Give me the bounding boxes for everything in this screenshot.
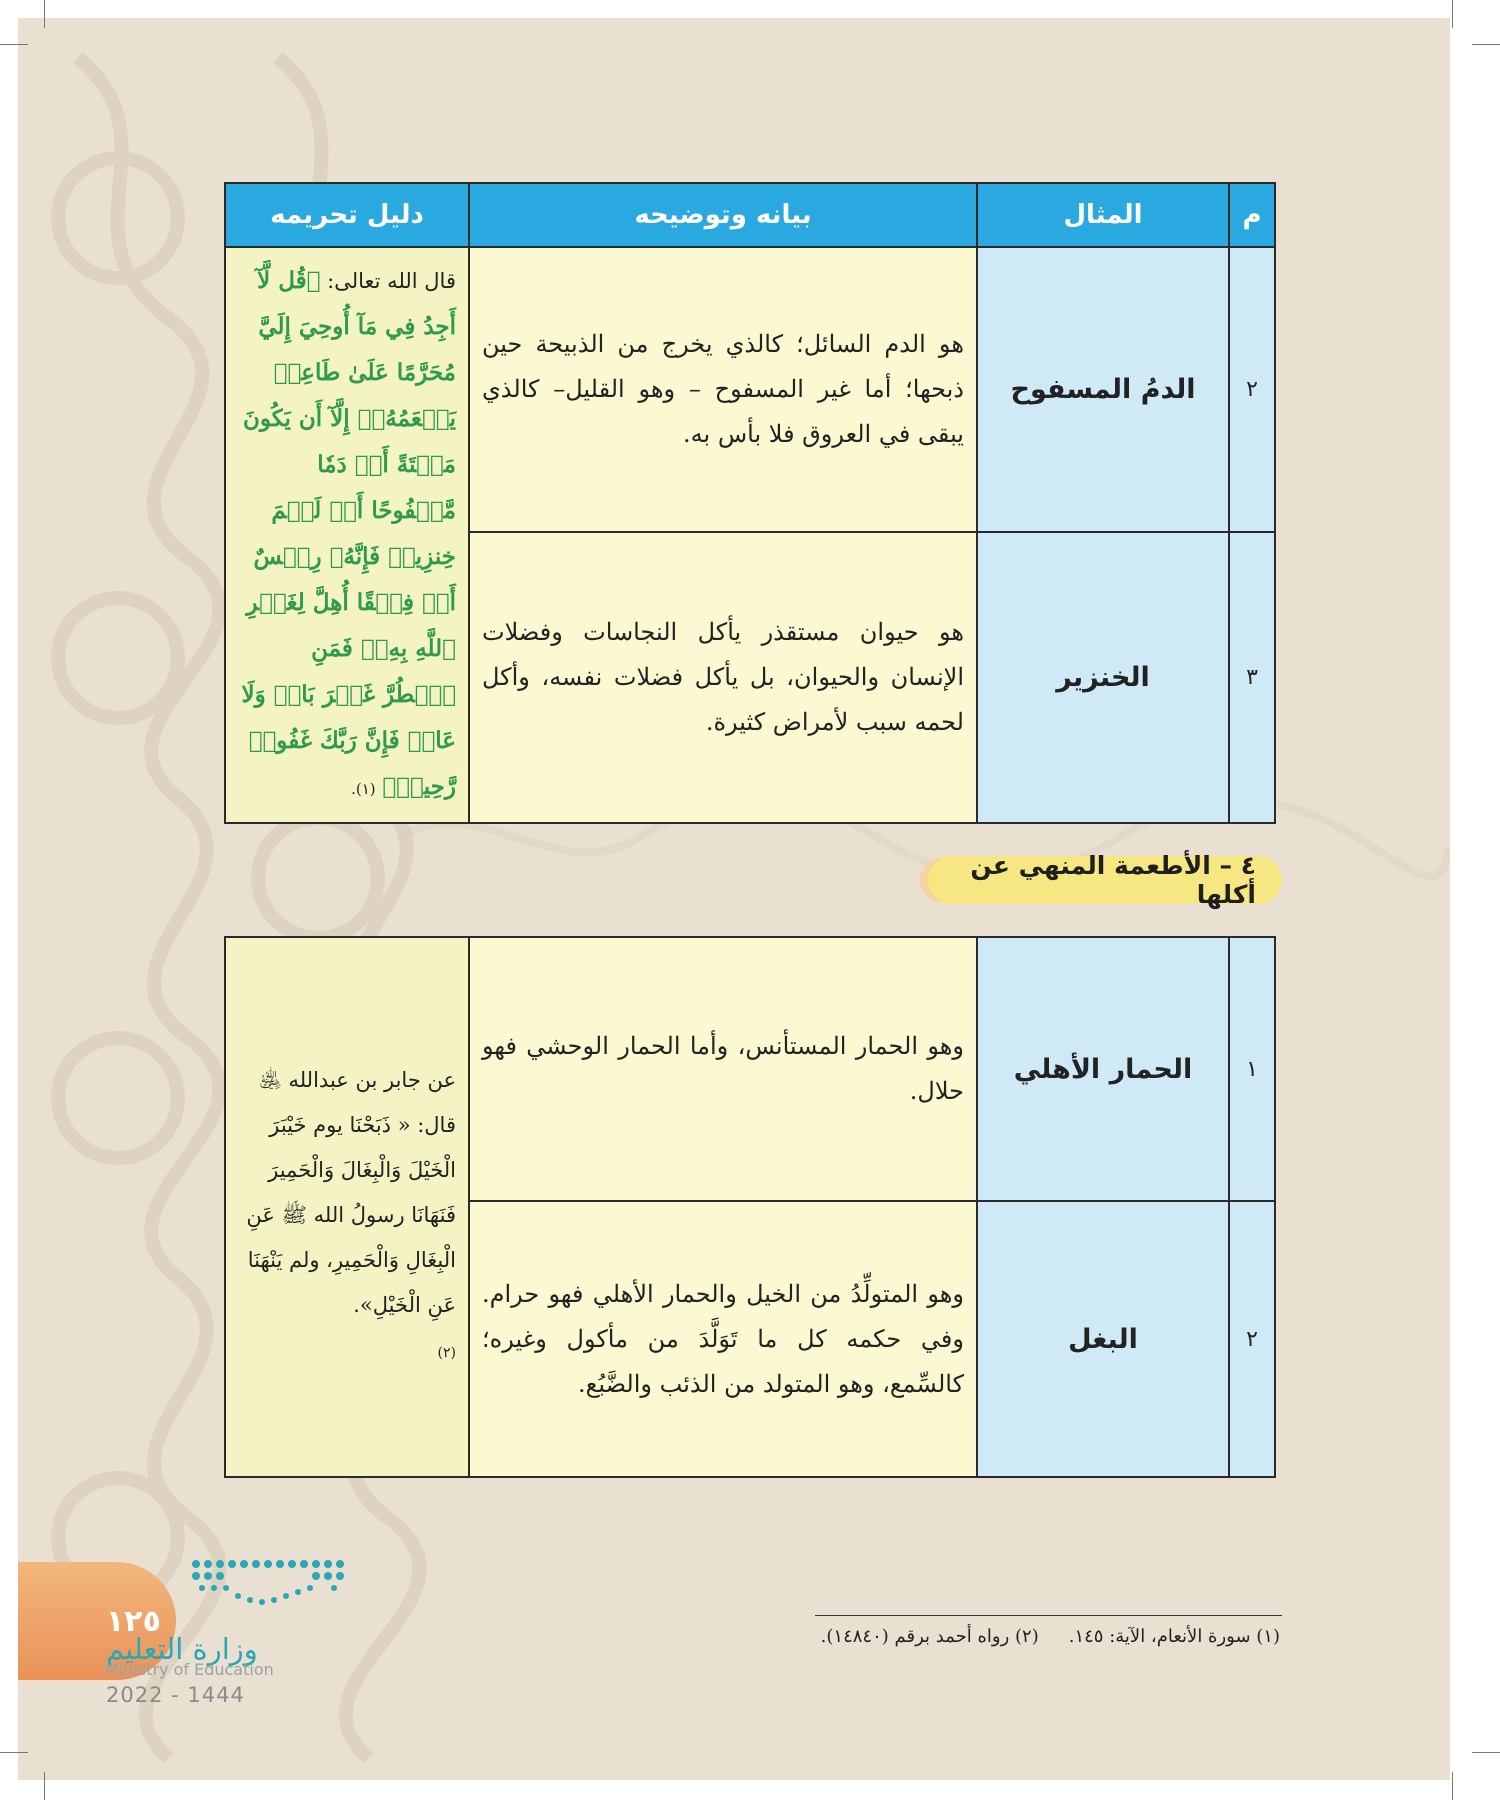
- footnote-ref: (١).: [351, 780, 376, 798]
- edition-year: 2022 - 1444: [106, 1683, 245, 1707]
- ministry-name-arabic: وزارة التعليم: [106, 1632, 258, 1666]
- row-number: ٢: [1229, 247, 1275, 532]
- crop-mark: [1472, 1752, 1500, 1753]
- crop-mark: [1472, 44, 1500, 45]
- row-explanation: هو حيوان مستقذر يأكل النجاسات وفضلات الإنسان والحيوان، بل يأكل فضلات نفسه، وأكل لحمه سبب لأمراض كثيرة.: [469, 532, 977, 823]
- row-number: ٣: [1229, 532, 1275, 823]
- row-explanation: هو الدم السائل؛ كالذي يخرج من الذبيحة حين ذبحها؛ أما غير المسفوح – وهو القليل– كالذي يبقى في العروق فلا بأس به.: [469, 247, 977, 532]
- row-example: الدمُ المسفوح: [977, 247, 1229, 532]
- ministry-name-english: Ministry of Education: [105, 1660, 274, 1679]
- table-row: [225, 937, 1275, 1201]
- crop-mark: [0, 44, 28, 45]
- row-number: ١: [1229, 937, 1275, 1201]
- proof-cell: [225, 937, 469, 1477]
- row-example: البغل: [977, 1201, 1229, 1477]
- footnote-ref: (٢): [437, 1345, 456, 1361]
- footnotes: [680, 1626, 1280, 1647]
- page-number: ١٢٥: [106, 1604, 161, 1639]
- crop-mark: [1452, 0, 1453, 28]
- forbidden-foods-table: [224, 182, 1276, 824]
- header-proof: دليل تحريمه: [225, 183, 469, 247]
- crop-mark: [44, 1772, 45, 1800]
- quran-verse: ﴿قُل لَّآ أَجِدُ فِي مَآ أُوحِيَ إِلَيَّ مُحَرَّمًا عَلَىٰ طَاعِمٖ يَطۡعَمُهُۥٓ إِلَّآ أَن يَكُونَ مَيۡتَةً أَوۡ دَمٗا مَّسۡفُوحًا أَوۡ لَحۡمَ خِنزِيرٖ فَإِنَّهُۥ رِجۡسٌ أَوۡ فِسۡقًا أُهِلَّ لِغَيۡرِ ٱللَّهِ بِهِۦۚ فَمَنِ ٱضۡطُرَّ غَيۡرَ بَاغٖ وَلَا عَادٖ فَإِنَّ رَبَّكَ غَفُورٞ رَّحِيمٞ﴾: [241, 267, 456, 800]
- row-explanation: وهو الحمار المستأنس، وأما الحمار الوحشي فهو حلال.: [469, 937, 977, 1201]
- footnote-1: (١) سورة الأنعام، الآية: ١٤٥.: [1068, 1626, 1280, 1647]
- ministry-logo-dots: [186, 1556, 356, 1610]
- table-row: [225, 247, 1275, 532]
- crop-mark: [0, 1752, 28, 1753]
- footnote-divider: [815, 1615, 1282, 1616]
- header-explanation: بيانه وتوضيحه: [469, 183, 977, 247]
- section-heading: ٤ – الأطعمة المنهي عن أكلها: [928, 856, 1282, 904]
- row-number: ٢: [1229, 1201, 1275, 1477]
- header-num: م: [1229, 183, 1275, 247]
- table-header-row: [225, 183, 1275, 247]
- header-example: المثال: [977, 183, 1229, 247]
- row-explanation: وهو المتولِّدُ من الخيل والحمار الأهلي فهو حرام. وفي حكمه كل ما تَوَلَّدَ من مأكول وغيره؛ كالسِّمع، وهو المتولد من الذئب والضَّبُع.: [469, 1201, 977, 1477]
- hadith-text: عن جابر بن عبدالله ﵁ قال: « ذَبَحْنَا يوم خَيْبَرَ الْخَيْلَ وَالْبِغَالَ وَالْحَمِيرَ فَنَهَانَا رسولُ الله ﷺ عَنِ الْبِغَالِ وَالْحَمِيرِ، ولم يَنْهَنَا عَنِ الْخَيْلِ».: [246, 1068, 456, 1317]
- row-example: الخنزير: [977, 532, 1229, 823]
- proof-intro: قال الله تعالى:: [327, 269, 456, 293]
- crop-mark: [1452, 1772, 1453, 1800]
- row-example: الحمار الأهلي: [977, 937, 1229, 1201]
- prohibited-foods-table: [224, 936, 1276, 1478]
- proof-cell: [225, 247, 469, 823]
- footnote-2: (٢) رواه أحمد برقم (١٤٨٤٠).: [820, 1626, 1039, 1647]
- crop-mark: [44, 0, 45, 28]
